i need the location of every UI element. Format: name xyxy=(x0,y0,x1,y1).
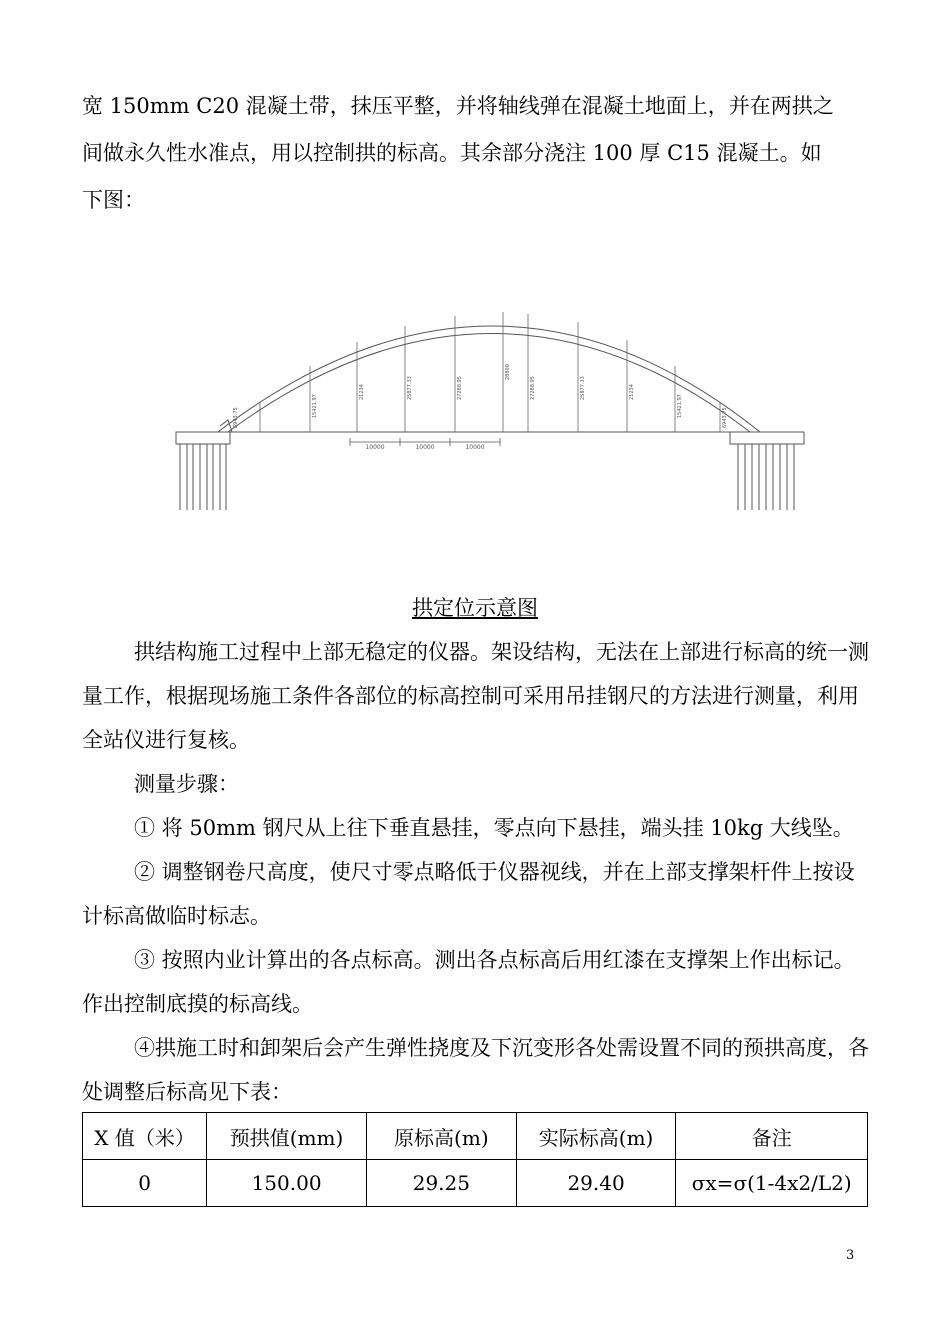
table-cell: 29.25 xyxy=(366,1160,516,1207)
height-label: 25877.33 xyxy=(407,376,413,400)
height-label: 27288.95 xyxy=(457,376,463,400)
height-label: 21234 xyxy=(629,384,635,400)
table-cell-remark: σx=σ(1-4x2/L2) xyxy=(676,1160,868,1207)
height-label: 15421.97 xyxy=(677,394,683,418)
intro-line-1: 宽 150mm C20 混凝土带，抹压平整，并将轴线弹在混凝土地面上，并在两拱之 xyxy=(82,94,834,118)
table-row xyxy=(83,1160,868,1207)
intro-line-2: 间做永久性水准点，用以控制拱的标高。其余部分浇注 100 厚 C15 混凝土。如 xyxy=(82,141,822,165)
body-paragraph-1: 拱结构施工过程中上部无稳定的仪器。架设结构，无法在上部进行标高的统一测量工作，根据现场施工条件各部位的标高控制可采用吊挂钢尺的方法进行测量，利用全站仪进行复核。 xyxy=(82,640,869,752)
elevation-table xyxy=(82,1112,868,1207)
arch-diagram xyxy=(160,290,820,520)
height-label: 15421.97 xyxy=(312,394,318,418)
height-label: 25877.33 xyxy=(580,376,586,400)
height-label: 21234 xyxy=(359,384,365,400)
table-header: 预拱值(mm) xyxy=(207,1113,367,1160)
step-1: ① 将 50mm 钢尺从上往下垂直悬挂，零点向下悬挂，端头挂 10kg 大线坠。 xyxy=(134,816,854,840)
arch-inner xyxy=(228,334,750,433)
table-header: 备注 xyxy=(676,1113,868,1160)
height-label: 6943.75 xyxy=(722,407,728,428)
span-label: 10000 xyxy=(465,444,485,451)
step-2: ② 调整钢卷尺高度，使尺寸零点略低于仪器视线，并在上部支撑架杆件上按设计标高做临时标志。 xyxy=(82,860,855,928)
left-pier-cap xyxy=(176,432,230,444)
table-header: X 值（米） xyxy=(83,1113,207,1160)
step-4: ④拱施工时和卸架后会产生弹性挠度及下沉变形各处需设置不同的预拱高度，各处调整后标高见下表： xyxy=(82,1036,869,1104)
table-cell: 150.00 xyxy=(207,1160,367,1207)
figure-caption: 拱定位示意图 xyxy=(412,596,538,620)
steps-title: 测量步骤： xyxy=(134,772,239,796)
table-header: 实际标高(m) xyxy=(516,1113,676,1160)
intro-line-3: 下图： xyxy=(82,188,145,212)
page-number: 3 xyxy=(846,1248,855,1263)
height-label: 27288.95 xyxy=(530,376,536,400)
left-piles xyxy=(180,444,226,510)
table-cell: 29.40 xyxy=(516,1160,676,1207)
right-pier-cap xyxy=(730,432,804,444)
right-piles xyxy=(738,444,794,510)
span-label: 10000 xyxy=(415,444,435,451)
table-header: 原标高(m) xyxy=(366,1113,516,1160)
table-header-row xyxy=(83,1113,868,1160)
height-label: 6943.75 xyxy=(233,407,239,428)
height-label: 28800 xyxy=(505,364,511,380)
step-3: ③ 按照内业计算出的各点标高。测出各点标高后用红漆在支撑架上作出标记。作出控制底摸的标高线。 xyxy=(82,948,855,1016)
table-cell: 0 xyxy=(83,1160,207,1207)
span-label: 10000 xyxy=(365,444,385,451)
